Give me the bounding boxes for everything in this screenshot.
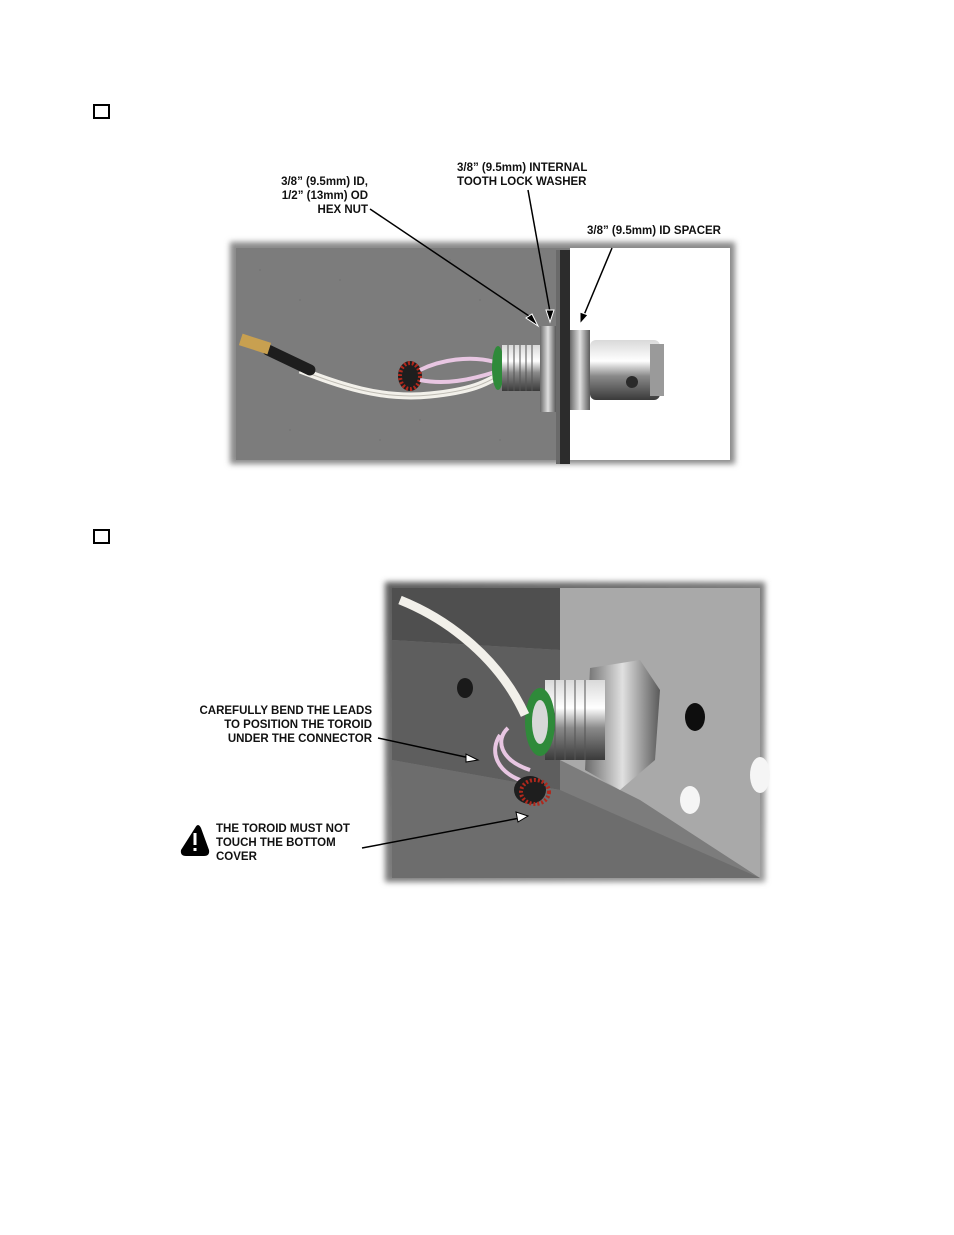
callout-toroid-warning: THE TOROID MUST NOT TOUCH THE BOTTOM COVER	[216, 823, 350, 863]
warning-exclamation-icon	[181, 825, 209, 856]
callout-lock-washer: 3/8” (9.5mm) INTERNAL TOOTH LOCK WASHER	[457, 162, 588, 188]
photo-1	[230, 242, 735, 464]
callout-hex-nut: 3/8” (9.5mm) ID, 1/2” (13mm) OD HEX NUT	[281, 176, 368, 216]
photo-2	[385, 582, 770, 882]
callout-spacer: 3/8” (9.5mm) ID SPACER	[587, 225, 721, 237]
callout-bend-leads: CAREFULLY BEND THE LEADS TO POSITION THE TOROID UNDER THE CONNECTOR	[199, 705, 372, 745]
